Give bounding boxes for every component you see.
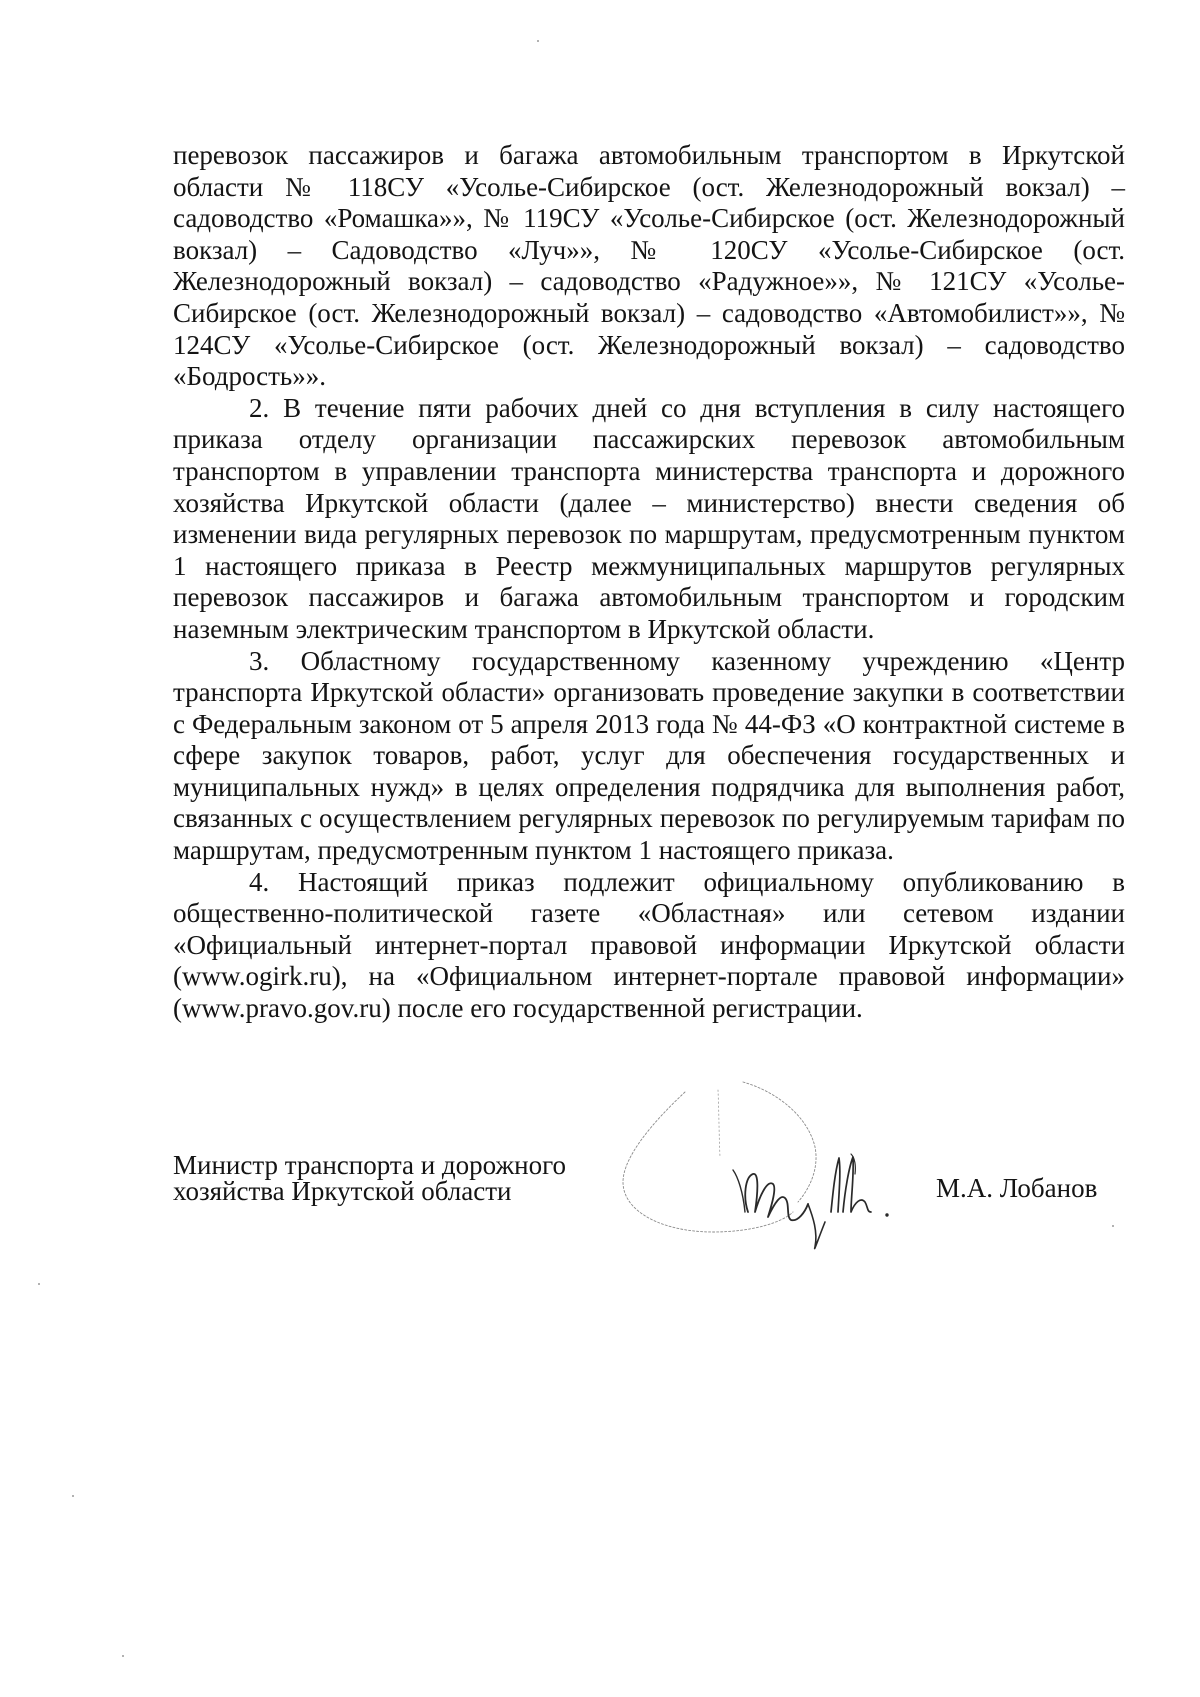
scan-speck (72, 1495, 74, 1497)
document-body (173, 140, 1125, 1025)
handwritten-signature (593, 1062, 903, 1262)
signature-block (173, 1152, 1125, 1312)
signatory-title (173, 1152, 566, 1204)
scan-speck (1112, 1225, 1114, 1227)
paragraph-2: 2. В течение пяти рабочих дней со дня вступления в силу настоящего приказа отделу организации пассажирских перевозок автомобильным транспортом в управлении транспорта министерства транспорта и дорожного хозяйства Иркутской области (далее – министерство) внести сведения об изменении вида регулярных перевозок по маршрутам, предусмотренным пунктом 1 настоящего приказа в Реестр межмуниципальных маршрутов регулярных перевозок пассажиров и багажа автомобильным транспортом и городским наземным электрическим транспортом в Иркутской области. (173, 392, 1125, 644)
paragraph-3: 3. Областному государственному казенному учреждению «Центр транспорта Иркутской области» организовать проведение закупки в соответствии с Федеральным законом от 5 апреля 2013 года № 44-ФЗ «О контрактной системе в сфере закупок товаров, работ, услуг для обеспечения государственных и муниципальных нужд» в целях определения подрядчика для выполнения работ, связанных с осуществлением регулярных перевозок по регулируемым тарифам по маршрутам, предусмотренным пунктом 1 настоящего приказа. (173, 645, 1125, 866)
scan-speck (537, 40, 539, 42)
signatory-name: М.А. Лобанов (936, 1173, 1098, 1203)
signatory-title-line-2: хозяйства Иркутской области (173, 1176, 512, 1206)
paragraph-1-continuation: перевозок пассажиров и багажа автомобильным транспортом в Иркутской области № 118СУ «Усолье-Сибирское (ост. Железнодорожный вокзал) – садоводство «Ромашка»», № 119СУ «Усолье-Сибирское (ост. Железнодорожный вокзал) – Садоводство «Луч»», № 120СУ «Усолье-Сибирское (ост. Железнодорожный вокзал) – садоводство «Радужное»», № 121СУ «Усолье-Сибирское (ост. Железнодорожный вокзал) – садоводство «Автомобилист»», № 124СУ «Усолье-Сибирское (ост. Железнодорожный вокзал) – садоводство «Бодрость»». (173, 140, 1125, 392)
paragraph-4: 4. Настоящий приказ подлежит официальному опубликованию в общественно-политической газете «Областная» или сетевом издании «Официальный интернет-портал правовой информации Иркутской области (www.ogirk.ru), на «Официальном интернет-портале правовой информации» (www.pravo.gov.ru) после его государственной регистрации. (173, 866, 1125, 1024)
scan-speck (38, 1283, 40, 1285)
signatory-title-line-1: Министр транспорта и дорожного (173, 1150, 566, 1180)
scan-speck (122, 1655, 124, 1657)
